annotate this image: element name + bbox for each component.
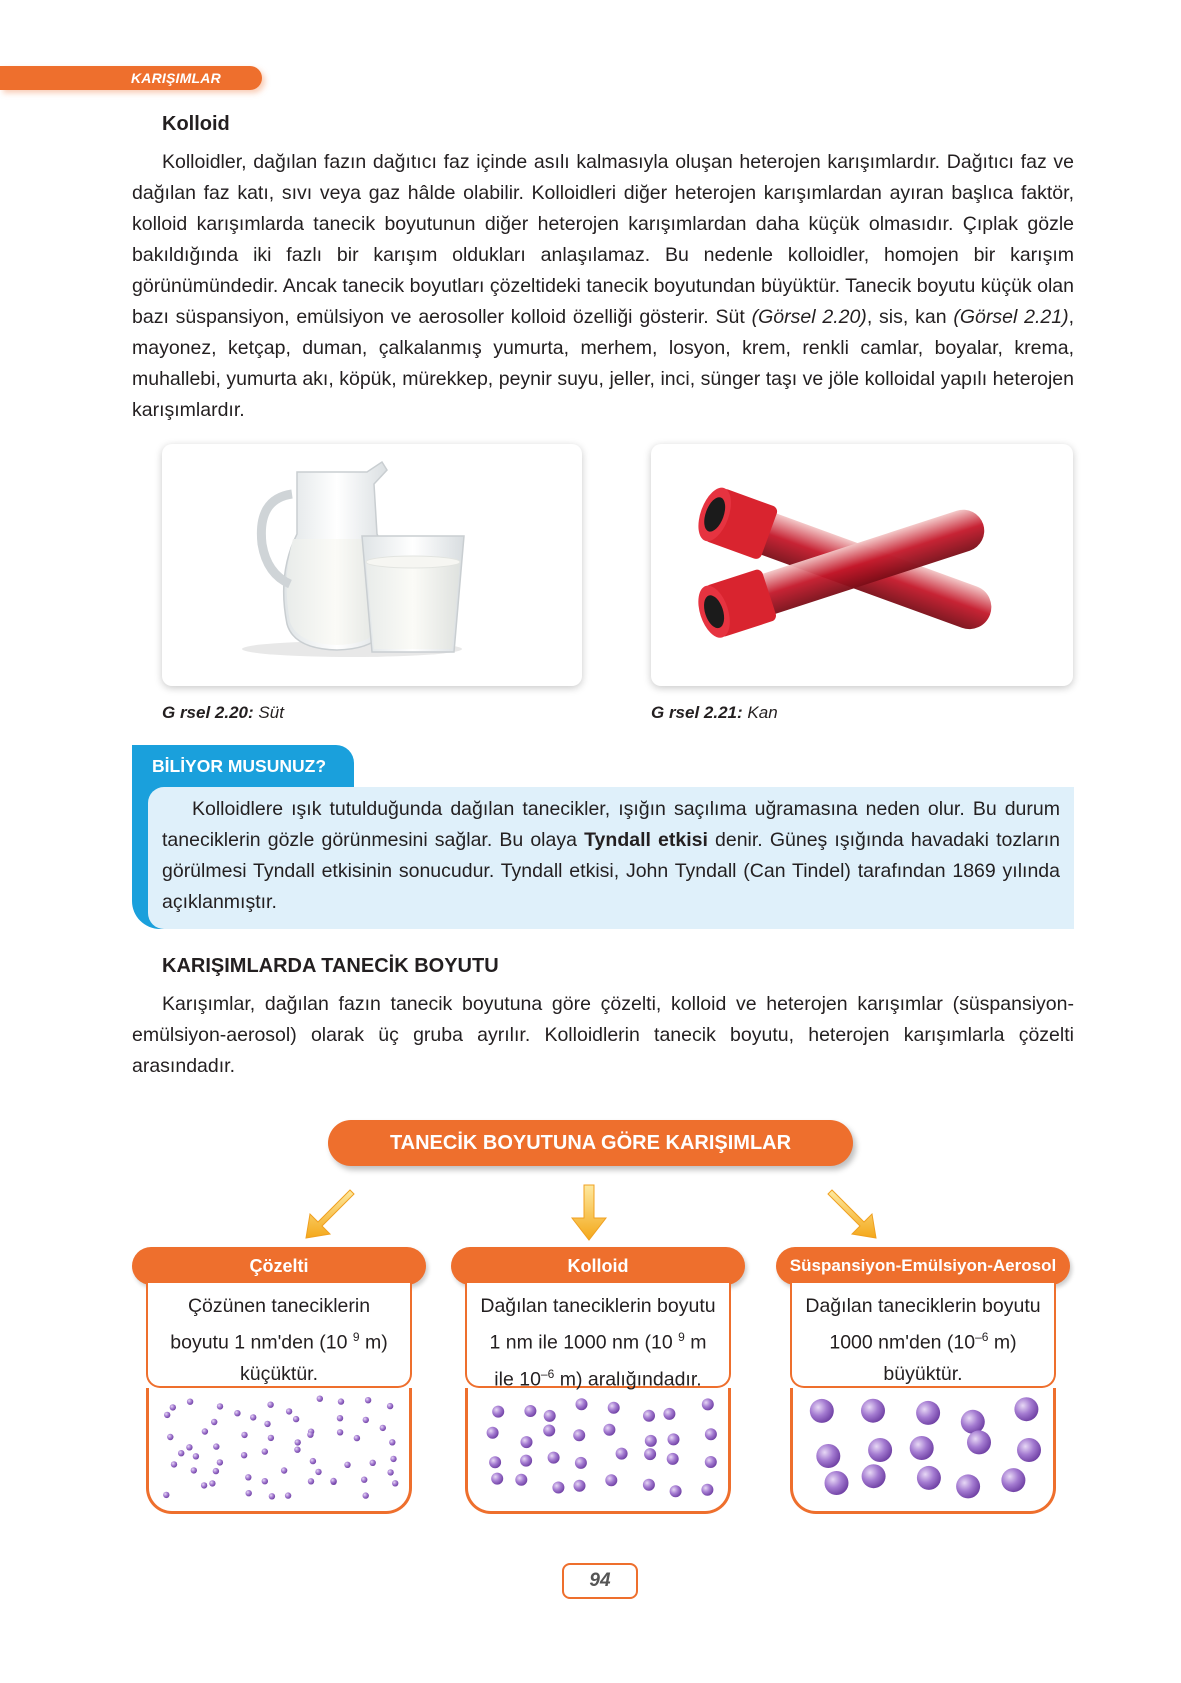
particle-dot [202, 1428, 208, 1434]
particle-dot [354, 1435, 360, 1441]
particle-dot [916, 1401, 940, 1425]
category-solution-pill: Çözelti [132, 1247, 426, 1285]
particle-dot [387, 1403, 393, 1409]
particle-dot [262, 1448, 268, 1454]
beaker-suspension [790, 1388, 1056, 1514]
particle-dot [956, 1474, 980, 1498]
particle-dot [163, 1492, 169, 1498]
particle-dot [645, 1435, 657, 1447]
particle-dot [178, 1450, 184, 1456]
figure-ref-2-20: (Görsel 2.20) [751, 306, 867, 328]
particle-dot [543, 1425, 555, 1437]
solution-particles [149, 1388, 409, 1508]
solution-desc-line-1: Çözünen taneciklerin [187, 1295, 371, 1317]
solution-desc-line-3: küçüktür. [239, 1362, 319, 1385]
particle-dot [213, 1468, 219, 1474]
particle-dot [330, 1478, 336, 1484]
particle-dot [217, 1459, 223, 1465]
particle-dot [170, 1404, 176, 1410]
particle-dot [315, 1469, 321, 1475]
particle-dot [667, 1453, 679, 1465]
particle-dot [861, 1399, 885, 1423]
suspension-particles [793, 1388, 1053, 1508]
particle-dot [643, 1410, 655, 1422]
particle-dot [552, 1482, 564, 1494]
particle-dot [910, 1436, 934, 1460]
particle-dot [701, 1484, 713, 1496]
particle-dot [392, 1480, 398, 1486]
particle-dot [241, 1432, 247, 1438]
particle-dot [295, 1439, 301, 1445]
beaker-solution [146, 1388, 412, 1514]
particle-dot [209, 1480, 215, 1486]
particle-dot [338, 1398, 344, 1404]
particle-dot [370, 1460, 376, 1466]
particle-dot [492, 1406, 504, 1418]
particle-dot [310, 1458, 316, 1464]
particle-dot [217, 1403, 223, 1409]
kolloid-text-3: , mayonez, ketçap, duman, çalkalanmış yumurta, merhem, losyon, krem, renkli camlar, boyalar, krema, muhallebi, yumurta akı, köpük, mürekkep, peynir suyu, jeller, inci, sünger taşı ve jöle kolloidal yapılı heterojen karışımlardır. [132, 306, 1075, 421]
particle-dot [663, 1408, 675, 1420]
particle-dot [603, 1424, 615, 1436]
particle-dot [390, 1456, 396, 1462]
particle-dot [491, 1473, 503, 1485]
particle-dot [487, 1427, 499, 1439]
particle-size-heading: KARIŞIMLARDA TANECİK BOYUTU [162, 955, 499, 977]
particle-dot [363, 1492, 369, 1498]
particle-dot [670, 1485, 682, 1497]
particle-dot [961, 1410, 985, 1434]
particle-dot [307, 1432, 313, 1438]
particle-dot [365, 1397, 371, 1403]
particle-dot [191, 1467, 197, 1473]
caption-milk-label: G rsel 2.20: [162, 703, 254, 722]
particle-dot [193, 1453, 199, 1459]
particle-dot [245, 1474, 251, 1480]
particle-dot [868, 1438, 892, 1462]
did-you-know-text-1: Kolloidlere ışık tutulduğunda dağılan tanecikler, ışığın saçılıma uğramasına neden olur. Bu durum taneciklerin gözle görünmesini sağlar. Bu olaya [162, 798, 1060, 851]
did-you-know-title: BİLİYOR MUSUNUZ? [152, 756, 327, 776]
particle-dot [241, 1452, 247, 1458]
particle-dot [544, 1410, 556, 1422]
particle-size-paragraph: Karışımlar, dağılan fazın tanecik boyutuna göre çözelti, kolloid ve heterojen karışımlar (süspansiyon-emülsiyon-aerosol) olarak üç gruba ayrılır. Kolloidlerin tanecik boyutu, heterojen karışımlarla çözelti arasındadır. [132, 993, 1074, 1077]
category-suspension-desc [790, 1283, 1056, 1388]
colloid-desc-line-1: Dağılan taneciklerin boyutu [480, 1295, 716, 1317]
particle-dot [1001, 1468, 1025, 1492]
particle-dot [337, 1429, 343, 1435]
particle-dot [574, 1480, 586, 1492]
particle-dot [489, 1456, 501, 1468]
suspension-desc-line-1: Dağılan taneciklerin boyutu [805, 1295, 1041, 1317]
particle-dot [816, 1444, 840, 1468]
particle-dot [705, 1428, 717, 1440]
particle-dot [164, 1412, 170, 1418]
particle-dot [608, 1402, 620, 1414]
diagram-title-pill: TANECİK BOYUTUNA GÖRE KARIŞIMLAR [328, 1120, 853, 1166]
particle-dot [167, 1434, 173, 1440]
particle-dot [269, 1493, 275, 1499]
particle-dot [264, 1421, 270, 1427]
particle-dot [344, 1462, 350, 1468]
arrow-left-icon [306, 1190, 354, 1238]
figure-ref-2-21: (Görsel 2.21) [953, 306, 1069, 328]
particle-dot [293, 1416, 299, 1422]
particle-dot [387, 1469, 393, 1475]
category-suspension-pill: Süspansiyon-Emülsiyon-Aerosol [776, 1247, 1070, 1285]
particle-dot [268, 1435, 274, 1441]
category-colloid-desc [465, 1283, 731, 1388]
particle-dot [267, 1402, 273, 1408]
caption-milk-text: Süt [258, 703, 284, 722]
particle-dot [520, 1455, 532, 1467]
particle-dot [285, 1492, 291, 1498]
particle-dot [548, 1452, 560, 1464]
particle-dot [917, 1466, 941, 1490]
particle-dot [201, 1482, 207, 1488]
particle-dot [705, 1456, 717, 1468]
beaker-colloid [465, 1388, 731, 1514]
solution-desc-line-2: boyutu 1 nm'den (10 $^9$ m) [170, 1330, 388, 1354]
particle-dot [862, 1464, 886, 1488]
particle-dot [213, 1443, 219, 1449]
caption-blood-label: G rsel 2.21: [651, 703, 743, 722]
particle-dot [281, 1467, 287, 1473]
colloid-desc-line-2: 1 nm ile 1000 nm (10 $^9$ m [489, 1330, 707, 1354]
particle-dot [294, 1447, 300, 1453]
particle-dot [702, 1398, 714, 1410]
particle-dot [187, 1399, 193, 1405]
particle-dot [616, 1448, 628, 1460]
arrow-center-icon [572, 1185, 606, 1240]
suspension-desc-line-3: büyüktür. [883, 1362, 963, 1385]
particle-dot [1014, 1397, 1038, 1421]
particle-dot [389, 1439, 395, 1445]
page-number: 94 [562, 1563, 638, 1599]
particle-dot [211, 1419, 217, 1425]
kolloid-text-1: Kolloidler, dağılan fazın dağıtıcı faz içinde asılı kalmasıyla oluşan heterojen karışımlardır. Dağıtıcı faz ve dağılan faz katı, sıvı veya gaz hâlde olabilir. Kolloidleri diğer heterojen karışımlardan ayıran başlıca faktör, kolloid karışımlarda tanecik boyutunun diğer heterojen karışımlardan daha küçük olmasıdır. Çıplak gözle bakıldığında iki fazlı bir karışım oldukları anlaşılamaz. Bu nedenle kolloidler, homojen bir karışım görünümündedir. Ancak tanecik boyutları çözeltideki tanecik boyutundan büyüktür. Tanecik boyutu küçük olan bazı süspansiyon, emülsiyon ve aerosoller kolloid özelliği gösterir. Süt [132, 151, 1074, 328]
particle-dot [363, 1417, 369, 1423]
particle-dot [1017, 1438, 1041, 1462]
particle-dot [308, 1478, 314, 1484]
particle-dot [171, 1461, 177, 1467]
kolloid-text-2: , sis, kan [866, 306, 947, 328]
kolloid-heading: Kolloid [162, 113, 230, 135]
particle-dot [576, 1398, 588, 1410]
particle-dot [380, 1425, 386, 1431]
particle-dot [573, 1429, 585, 1441]
colloid-desc-line-3: ile $10^{-6}$ m) aralığındadır. [494, 1366, 702, 1390]
particle-dot [668, 1433, 680, 1445]
section-label: KARIŞIMLAR [131, 70, 221, 86]
category-solution-desc [146, 1283, 412, 1388]
suspension-desc-line-2: 1000 nm'den ($10^{-6}$ m) [829, 1330, 1017, 1354]
particle-dot [246, 1490, 252, 1496]
particle-dot [643, 1479, 655, 1491]
particle-dot [286, 1408, 292, 1414]
particle-dot [810, 1399, 834, 1423]
particle-dot [317, 1396, 323, 1402]
particle-dot [825, 1471, 849, 1495]
particle-dot [515, 1474, 527, 1486]
particle-dot [524, 1405, 536, 1417]
particle-dot [262, 1478, 268, 1484]
particle-dot [361, 1477, 367, 1483]
particle-dot [575, 1457, 587, 1469]
category-colloid-pill: Kolloid [451, 1247, 745, 1285]
particle-dot [967, 1430, 991, 1454]
particle-dot [337, 1415, 343, 1421]
did-you-know-text-2: denir. Güneş ışığında havadaki tozların görülmesi Tyndall etkisinin sonucudur. Tyndall etkisi, John Tyndall (Can Tindel) tarafından 1869 yılında açıklanmıştır. [162, 829, 1061, 913]
arrow-right-icon [828, 1190, 876, 1238]
particle-dot [186, 1444, 192, 1450]
particle-dot [605, 1474, 617, 1486]
particle-dot [234, 1410, 240, 1416]
particle-dot [644, 1448, 656, 1460]
particle-dot [521, 1436, 533, 1448]
particle-dot [250, 1414, 256, 1420]
caption-blood-text: Kan [747, 703, 778, 722]
tyndall-effect-term: Tyndall etkisi [584, 829, 708, 851]
colloid-particles [468, 1388, 728, 1508]
